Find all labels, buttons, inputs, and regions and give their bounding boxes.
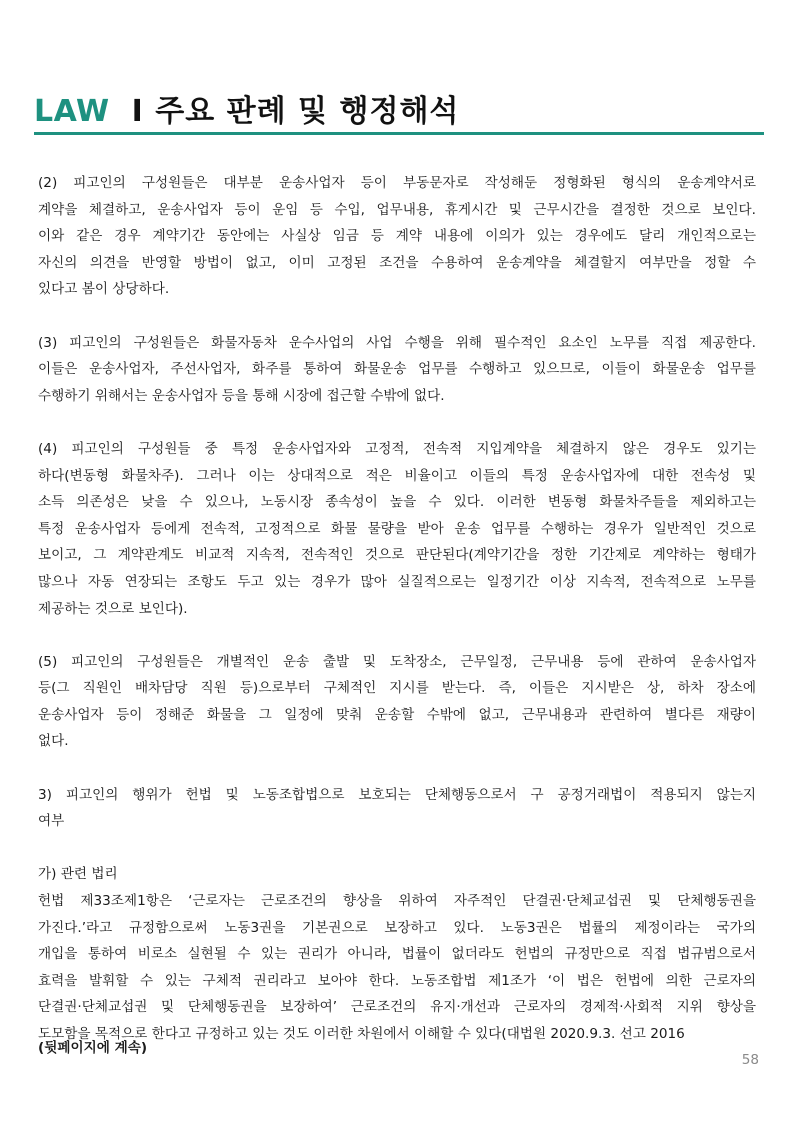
- text-line: 특정 운송사업자 등에게 전속적, 고정적으로 화물 물량을 받아 운송 업무를 수행하는 경우가 일반적인 것으로: [38, 520, 756, 537]
- paragraph-2: [38, 170, 756, 303]
- text-line: 계약을 체결하고, 운송사업자 등이 운임 등 수입, 업무내용, 휴게시간 및 근무시간을 결정한 것으로 보인다.: [38, 201, 756, 218]
- paragraph-3: [38, 330, 756, 410]
- page-number: 58: [741, 1052, 759, 1068]
- text-line: 개입을 통하여 비로소 실현될 수 있는 권리가 아니라, 법률이 없더라도 헌법의 규정만으로 직접 법규범으로서: [38, 946, 756, 963]
- text-line: 여부: [38, 813, 65, 830]
- header-divider: [34, 132, 764, 135]
- text-line: 많으나 자동 연장되는 조항도 두고 있는 경우가 많아 실질적으로는 일정기간 이상 지속적, 전속적으로 노무를: [38, 573, 756, 590]
- text-line: 수행하기 위해서는 운송사업자 등을 통해 시장에 접근할 수밖에 없다.: [38, 387, 445, 404]
- paragraph-4: [38, 436, 756, 622]
- subheading-related-law: 가) 관련 법리: [38, 866, 118, 883]
- section-header: [34, 86, 764, 130]
- document-body: [38, 170, 756, 1074]
- text-line: 소득 의존성은 낮을 수 있으나, 노동시장 종속성이 높을 수 있다. 이러한 변동형 화물차주들을 제외하고는: [38, 494, 756, 511]
- text-line: 보이고, 그 계약관계도 비교적 지속적, 전속적인 것으로 판단된다(계약기간을 정한 기간제로 계약하는 형태가: [38, 547, 756, 564]
- text-line: 하다(변동형 화물차주). 그러나 이는 상대적으로 적은 비율이고 이들의 특정 운송사업자에 대한 전속성 및: [38, 467, 756, 484]
- paragraph-5: [38, 649, 756, 755]
- text-line: 단결권·단체교섭권 및 단체행동권을 보장하여’ 근로조건의 유지·개선과 근로자의 경제적·사회적 지위 향상을: [38, 999, 756, 1016]
- text-line: (3) 피고인의 구성원들은 화물자동차 운수사업의 사업 수행을 위해 필수적인 요소인 노무를 직접 제공한다.: [38, 334, 756, 351]
- text-line: 이와 같은 경우 계약기간 동안에는 사실상 임금 등 계약 내용에 이의가 있는 경우에도 달리 개인적으로는: [38, 228, 756, 245]
- text-line: 제공하는 것으로 보인다).: [38, 600, 188, 617]
- text-line: 없다.: [38, 733, 69, 750]
- text-line: 이들은 운송사업자, 주선사업자, 화주를 통하여 화물운송 업무를 수행하고 있으므로, 이들이 화물운송 업무를: [38, 361, 756, 378]
- text-line: 가진다.’라고 규정함으로써 노동3권을 기본권으로 보장하고 있다. 노동3권은 법률의 제정이라는 국가의: [38, 919, 756, 936]
- text-line: 자신의 의견을 반영할 방법이 없고, 이미 고정된 조건을 수용하여 운송계약을 체결할지 여부만을 정할 수: [38, 254, 756, 271]
- section-3-heading: [38, 782, 756, 835]
- page-title: 주요 판례 및 행정해석: [155, 94, 460, 129]
- text-line: (2) 피고인의 구성원들은 대부분 운송사업자 등이 부동문자로 작성해둔 정형화된 형식의 운송계약서로: [38, 175, 756, 191]
- text-line: 도모함을 목적으로 한다고 규정하고 있는 것도 이러한 차원에서 이해할 수 있다(대법원 2020.9.3. 선고 2016: [38, 1026, 685, 1042]
- text-line: 효력을 발휘할 수 있는 구체적 권리라고 보아야 한다. 노동조합법 제1조가 ‘이 법은 헌법에 의한 근로자의: [38, 972, 756, 989]
- section-label: LAW: [34, 94, 110, 129]
- text-line: (4) 피고인의 구성원들 중 특정 운송사업자와 고정적, 전속적 지입계약을 체결하지 않은 경우도 있기는: [38, 440, 756, 457]
- text-line: 헌법 제33조제1항은 ‘근로자는 근로조건의 향상을 위하여 자주적인 단결권·단체교섭권 및 단체행동권을: [38, 893, 756, 910]
- continued-note: (뒷페이지에 계속): [38, 1040, 148, 1056]
- text-line: 3) 피고인의 행위가 헌법 및 노동조합법으로 보호되는 단체행동으로서 구 공정거래법이 적용되지 않는지: [38, 786, 756, 803]
- paragraph-related-law: [38, 888, 756, 1048]
- text-line: (5) 피고인의 구성원들은 개별적인 운송 출발 및 도착장소, 근무일정, 근무내용 등에 관하여 운송사업자: [38, 653, 756, 670]
- section-separator: I: [131, 94, 144, 129]
- text-line: 운송사업자 등이 정해준 화물을 그 일정에 맞춰 운송할 수밖에 없고, 근무내용과 관련하여 별다른 재량이: [38, 706, 756, 723]
- text-line: 있다고 봄이 상당하다.: [38, 281, 170, 298]
- text-line: 등(그 직원인 배차담당 직원 등)으로부터 구체적인 지시를 받는다. 즉, 이들은 지시받은 상, 하차 장소에: [38, 680, 756, 697]
